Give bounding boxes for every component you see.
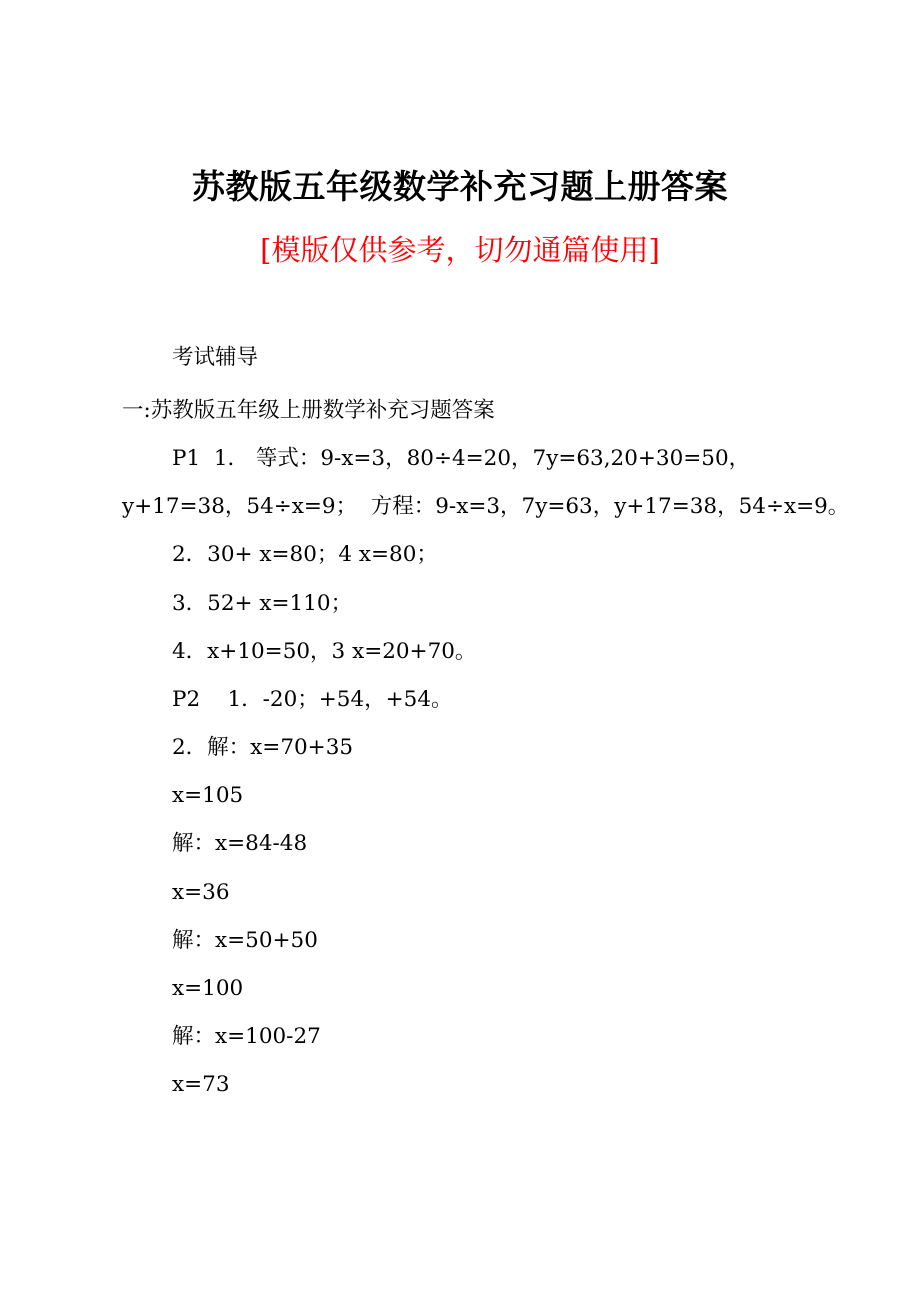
section-heading: 一:苏教版五年级上册数学补充习题答案 <box>122 398 495 423</box>
answer-line: x=73 <box>172 1072 230 1097</box>
document-title: 苏教版五年级数学补充习题上册答案 <box>192 167 728 206</box>
answer-line: y+17=38，54÷x=9； 方程：9-x=3，7y=63，y+17=38，54÷x=9。 <box>122 494 850 519</box>
answer-line: x=36 <box>172 880 230 905</box>
answer-line: x=100 <box>172 976 244 1001</box>
answer-line: x=105 <box>172 783 244 808</box>
answer-line: 2．解：x=70+35 <box>172 735 354 760</box>
answer-line: 2．30+ x=80；4 x=80； <box>172 542 438 567</box>
answer-line: P2 1．-20；+54，+54。 <box>172 687 453 712</box>
answer-line: 解：x=84-48 <box>172 831 308 856</box>
answer-line: P1 1． 等式：9-x=3，80÷4=20，7y=63,20+30=50， <box>172 446 751 471</box>
section-label: 考试辅导 <box>172 345 259 370</box>
answer-line: 3．52+ x=110； <box>172 591 353 616</box>
answer-line: 解：x=100-27 <box>172 1024 321 1049</box>
answer-line: 4．x+10=50，3 x=20+70。 <box>172 639 477 664</box>
template-notice: [模版仅供参考，切勿通篇使用] <box>260 233 660 267</box>
answer-line: 解：x=50+50 <box>172 928 318 953</box>
